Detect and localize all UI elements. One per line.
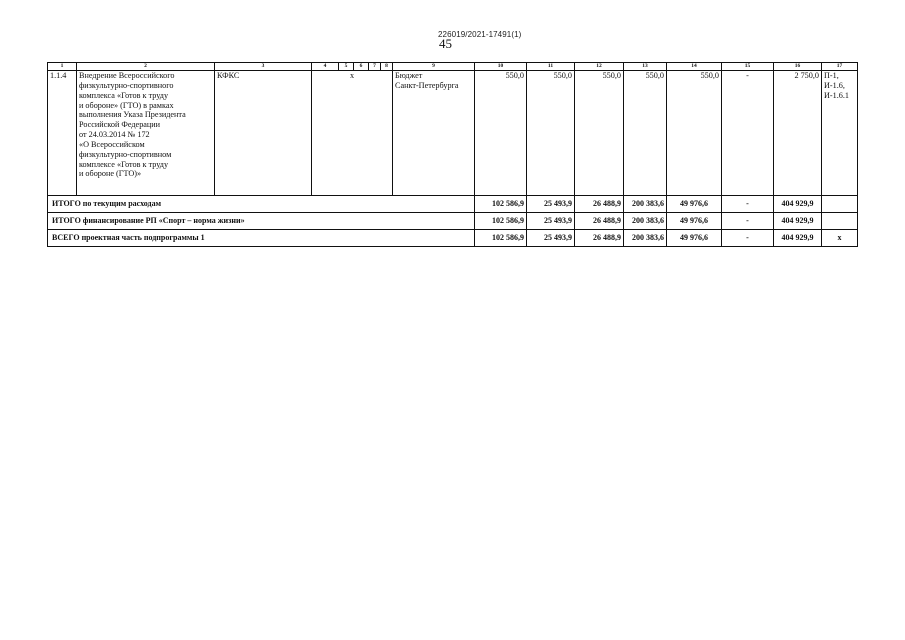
- measure-name-line: и обороне» (ГТО) в рамках: [79, 100, 174, 110]
- col-number: 15: [722, 63, 774, 71]
- measure-name-line: и обороне (ГТО)»: [79, 169, 142, 179]
- funding-source: [393, 71, 475, 196]
- measure-name-line: комплекса «Готов к труду: [79, 90, 169, 100]
- executor: КФКС: [215, 71, 312, 196]
- col-number: 6: [354, 63, 369, 71]
- value-col-14: 550,0: [667, 71, 722, 196]
- col-number: 3: [215, 63, 312, 71]
- measure-name-line: Российской Федерации: [79, 120, 161, 130]
- total-row-current-expenses: [48, 196, 858, 213]
- value-col-12: 550,0: [575, 71, 624, 196]
- total-col-16: 404 929,9: [774, 213, 822, 230]
- measure-name-line: физкультурно-спортивном: [79, 149, 172, 159]
- program-funding-table: [47, 62, 858, 247]
- funding-source-line: Санкт-Петербурга: [395, 80, 459, 90]
- indicator-line: И-1.6.1: [824, 90, 850, 100]
- col-number: 9: [393, 63, 475, 71]
- total-col-12: 26 488,9: [575, 230, 624, 247]
- measure-name-line: «О Всероссийском: [79, 139, 145, 149]
- measure-name-line: от 24.03.2014 № 172: [79, 130, 150, 140]
- measure-name-line: выполнения Указа Президента: [79, 110, 186, 120]
- total-label: ВСЕГО проектная часть подпрограммы 1: [48, 230, 475, 247]
- total-col-17: х: [822, 230, 858, 247]
- total-col-13: 200 383,6: [624, 213, 667, 230]
- total-col-10: 102 586,9: [475, 196, 527, 213]
- row-number: 1.1.4: [48, 71, 77, 196]
- total-label: ИТОГО по текущим расходам: [48, 196, 475, 213]
- measure-name: [77, 71, 215, 196]
- col-number: 4: [312, 63, 339, 71]
- col-number: 1: [48, 63, 77, 71]
- total-col-15: -: [722, 196, 774, 213]
- total-col-10: 102 586,9: [475, 230, 527, 247]
- column-number-row: [48, 63, 858, 71]
- indicators: [822, 71, 858, 196]
- page-number: 45: [439, 36, 452, 51]
- funding-source-line: Бюджет: [395, 71, 423, 80]
- indicator-line: И-1.6,: [824, 80, 845, 90]
- value-col-11: 550,0: [527, 71, 575, 196]
- total-label: ИТОГО финансирование РП «Спорт – норма жизни»: [48, 213, 475, 230]
- total-col-14: 49 976,6: [667, 213, 722, 230]
- total-col-14: 49 976,6: [667, 196, 722, 213]
- measure-name-line: комплексе «Готов к труду: [79, 159, 169, 169]
- value-col-13: 550,0: [624, 71, 667, 196]
- col-number: 7: [369, 63, 381, 71]
- total-col-17: [822, 196, 858, 213]
- col-number: 10: [475, 63, 527, 71]
- indicator-line: П-1,: [824, 71, 839, 80]
- col-number: 11: [527, 63, 575, 71]
- col-number: 12: [575, 63, 624, 71]
- total-col-17: [822, 213, 858, 230]
- col-number: 13: [624, 63, 667, 71]
- total-col-11: 25 493,9: [527, 196, 575, 213]
- col-number: 5: [339, 63, 354, 71]
- document-registration-number: 226019/2021-17491(1): [438, 30, 522, 39]
- total-col-12: 26 488,9: [575, 196, 624, 213]
- total-col-14: 49 976,6: [667, 230, 722, 247]
- total-col-16: 404 929,9: [774, 196, 822, 213]
- measure-name-line: физкультурно-спортивного: [79, 80, 174, 90]
- total-row-project-financing: [48, 213, 858, 230]
- total-col-11: 25 493,9: [527, 213, 575, 230]
- total-col-10: 102 586,9: [475, 213, 527, 230]
- col-number: 17: [822, 63, 858, 71]
- total-col-15: -: [722, 230, 774, 247]
- table-row-1-1-4: [48, 71, 858, 196]
- total-col-16: 404 929,9: [774, 230, 822, 247]
- total-col-11: 25 493,9: [527, 230, 575, 247]
- col-number: 8: [381, 63, 393, 71]
- total-col-13: 200 383,6: [624, 196, 667, 213]
- total-col-12: 26 488,9: [575, 213, 624, 230]
- col-number: 14: [667, 63, 722, 71]
- total-row-subprogram: [48, 230, 858, 247]
- period-mark: х: [312, 71, 393, 196]
- value-col-16: 2 750,0: [774, 71, 822, 196]
- col-number: 16: [774, 63, 822, 71]
- total-col-15: -: [722, 213, 774, 230]
- measure-name-line: Внедрение Всероссийского: [79, 71, 175, 80]
- value-col-10: 550,0: [475, 71, 527, 196]
- total-col-13: 200 383,6: [624, 230, 667, 247]
- value-col-15: -: [722, 71, 774, 196]
- col-number: 2: [77, 63, 215, 71]
